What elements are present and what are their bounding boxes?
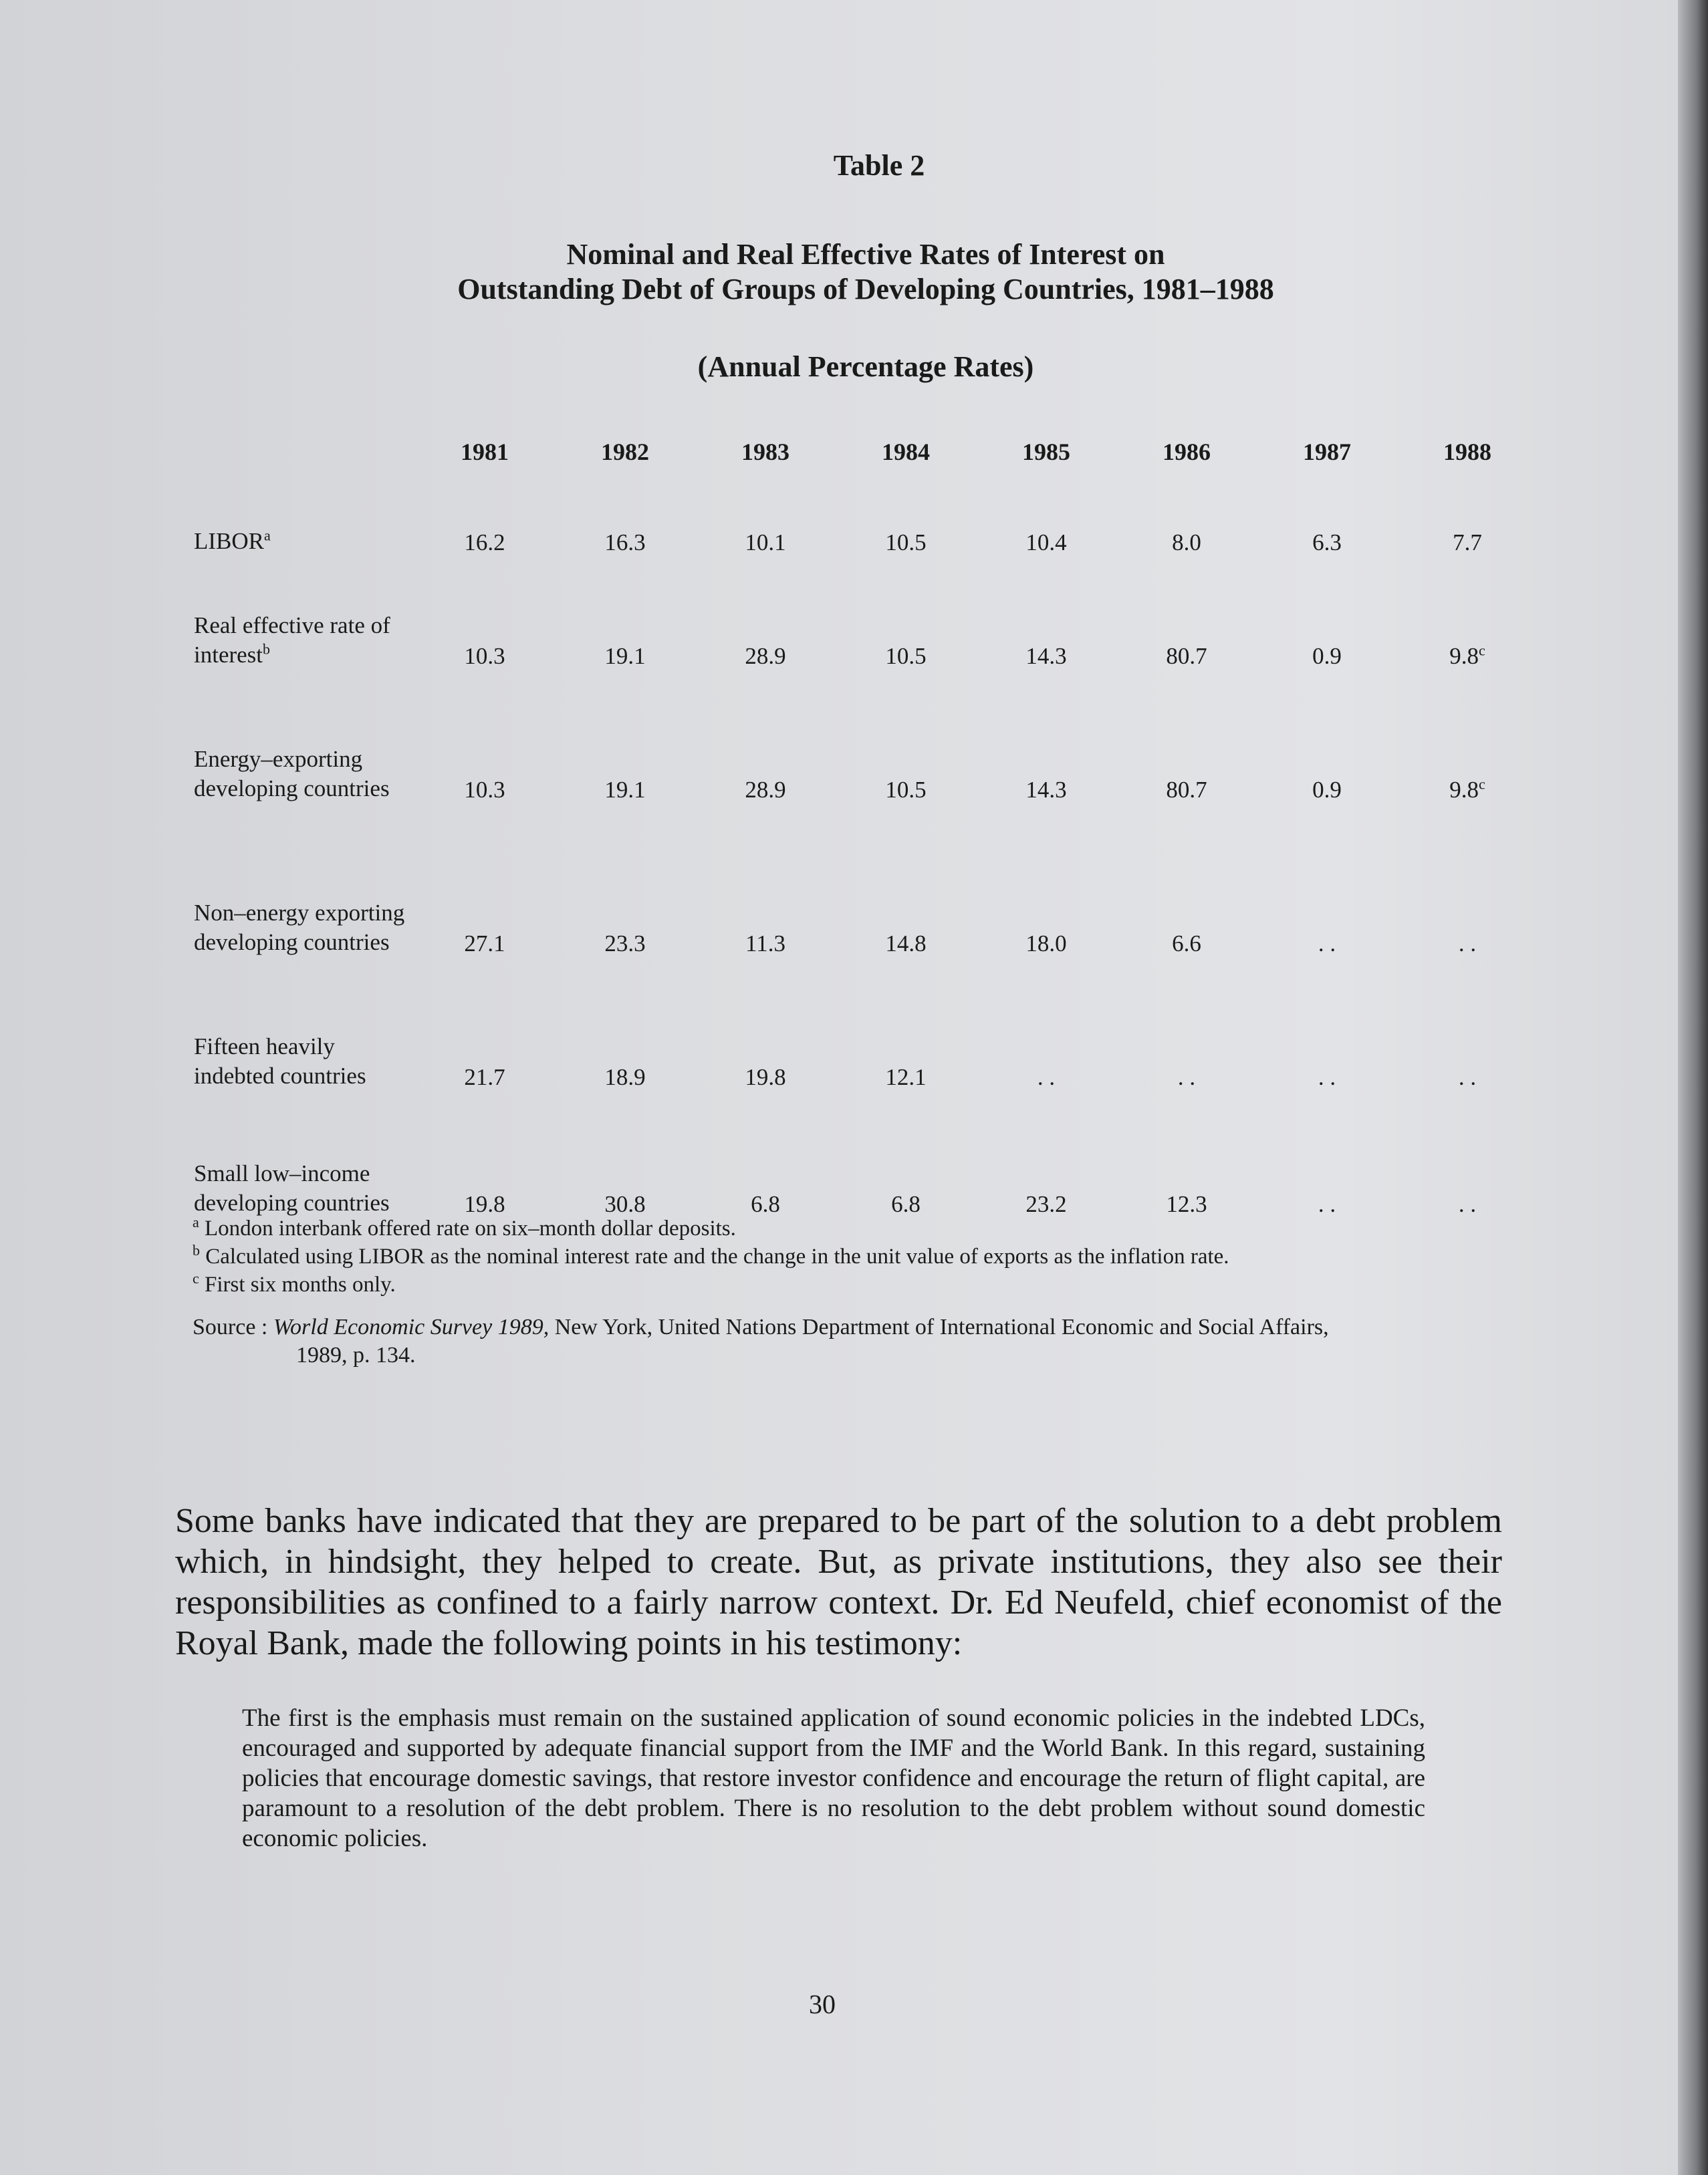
rate-cell: . .: [1037, 1064, 1056, 1090]
rate-cell: 6.6: [1172, 930, 1201, 956]
year-header: 1981: [461, 438, 509, 465]
rate-cell: 12.3: [1166, 1191, 1207, 1217]
rate-cell: . .: [1458, 1064, 1477, 1090]
footnote-b: $^b$ Calculated using LIBOR as the nominal interest rate and the change in the unit value of exports as the inflation rate.: [193, 1242, 1229, 1269]
book-spine: [1678, 0, 1708, 2175]
rate-cell: 14.3: [1025, 777, 1067, 803]
rate-cell: . .: [1318, 1064, 1336, 1090]
year-header: 1982: [601, 438, 649, 465]
year-header: 1984: [882, 438, 930, 465]
table-row: [194, 483, 1538, 556]
source-line-2: 1989, p. 134.: [296, 1343, 416, 1368]
rate-cell: 6.8: [751, 1191, 780, 1217]
rate-cell: 6.8: [891, 1191, 921, 1217]
rate-cell: 7.7: [1453, 529, 1482, 555]
rate-cell: 0.9: [1312, 777, 1342, 803]
table-source: Source : World Economic Survey 1989, New York, United Nations Department of International Economic and Social Affairs, 1989, p. 134.: [193, 1313, 1563, 1370]
year-header: 1987: [1303, 438, 1351, 465]
row-label: Fifteen heavily indebted countries: [194, 1033, 366, 1089]
rate-cell: 16.3: [604, 529, 646, 555]
rate-cell: 10.1: [745, 529, 786, 555]
row-label: Non–energy exporting developing countries: [194, 900, 405, 955]
rate-cell: 19.8: [745, 1064, 786, 1090]
year-header: 1983: [741, 438, 789, 465]
rate-cell: 12.1: [885, 1064, 927, 1090]
rate-cell: 6.3: [1312, 529, 1342, 555]
rate-cell: 10.4: [1025, 529, 1067, 555]
rate-cell: 9.8$^c$: [1449, 642, 1485, 669]
testimony-quote: The first is the emphasis must remain on the sustained application of sound economic policies in the indebted LDCs, encouraged and supported by adequate financial support from the IMF and the World Bank. In this regard, sustaining policies that encourage domestic savings, that restore investor confidence and encourage the return of flight capital, are paramount to a resolution of the debt problem. There is no resolution to the debt problem without sound domestic economic policies.: [242, 1704, 1425, 1852]
footnote-c: $^c$ First six months only.: [193, 1270, 396, 1297]
table-row: [194, 803, 1538, 957]
rate-cell: 28.9: [745, 643, 786, 669]
rate-cell: 16.2: [464, 529, 505, 555]
rate-cell: 23.2: [1025, 1191, 1067, 1217]
rate-cell: 21.7: [464, 1064, 505, 1090]
rate-cell: 10.3: [464, 643, 505, 669]
rate-cell: 30.8: [604, 1191, 646, 1217]
table-row: [194, 670, 1538, 803]
table-number: Table 2: [833, 149, 925, 182]
body-paragraph: Some banks have indicated that they are prepared to be part of the solution to a debt problem which, in hindsight, they helped to create. But, as private institutions, they also see their responsibilities as confined to a fairly narrow context. Dr. Ed Neufeld, chief economist of the Royal Bank, made the following points in his testimony:: [175, 1502, 1502, 1662]
rate-cell: 80.7: [1166, 777, 1207, 803]
rate-cell: . .: [1318, 930, 1336, 956]
table-row: [194, 1091, 1538, 1218]
interest-rates-table: [194, 421, 1538, 1218]
rate-cell: 19.1: [604, 777, 646, 803]
rate-cell: 19.1: [604, 643, 646, 669]
rate-cell: 10.3: [464, 777, 505, 803]
table-header-row: [194, 421, 1538, 483]
rate-cell: . .: [1318, 1191, 1336, 1217]
rate-cell: 18.9: [604, 1064, 646, 1090]
rate-cell: 11.3: [745, 930, 785, 956]
table-row: [194, 556, 1538, 670]
year-header: 1988: [1443, 438, 1491, 465]
rate-cell: . .: [1458, 930, 1477, 956]
header-blank: [194, 421, 414, 483]
rate-cell: 80.7: [1166, 643, 1207, 669]
rate-cell: 14.3: [1025, 643, 1067, 669]
table-subtitle: (Annual Percentage Rates): [697, 350, 1034, 383]
page-number: 30: [809, 1989, 836, 2019]
rate-cell: 9.8$^c$: [1449, 775, 1485, 803]
row-label: Small low–income developing countries: [194, 1160, 390, 1216]
rate-cell: 19.8: [464, 1191, 505, 1217]
rate-cell: 18.0: [1025, 930, 1067, 956]
rate-cell: . .: [1458, 1191, 1477, 1217]
rate-cell: 23.3: [604, 930, 646, 956]
rate-cell: 27.1: [464, 930, 505, 956]
footnote-a: $^a$ London interbank offered rate on six–month dollar deposits.: [193, 1214, 736, 1241]
row-label: Energy–exporting developing countries: [194, 746, 390, 801]
year-header: 1985: [1022, 438, 1070, 465]
rate-cell: 0.9: [1312, 643, 1342, 669]
row-label: LIBOR$^a$: [194, 527, 271, 554]
rate-cell: 8.0: [1172, 529, 1201, 555]
row-label: Real effective rate of interest$^b$: [194, 612, 390, 668]
year-header: 1986: [1163, 438, 1211, 465]
table-title-line-1: Nominal and Real Effective Rates of Interest on: [566, 238, 1165, 271]
rate-cell: 10.5: [885, 643, 927, 669]
table-row: [194, 957, 1538, 1091]
rate-cell: 14.8: [885, 930, 927, 956]
rate-cell: 10.5: [885, 529, 927, 555]
rate-cell: 10.5: [885, 777, 927, 803]
table-title-line-2: Outstanding Debt of Groups of Developing Countries, 1981–1988: [457, 273, 1274, 305]
rate-cell: . .: [1177, 1064, 1196, 1090]
table-title: [27, 237, 1705, 307]
rate-cell: 28.9: [745, 777, 786, 803]
